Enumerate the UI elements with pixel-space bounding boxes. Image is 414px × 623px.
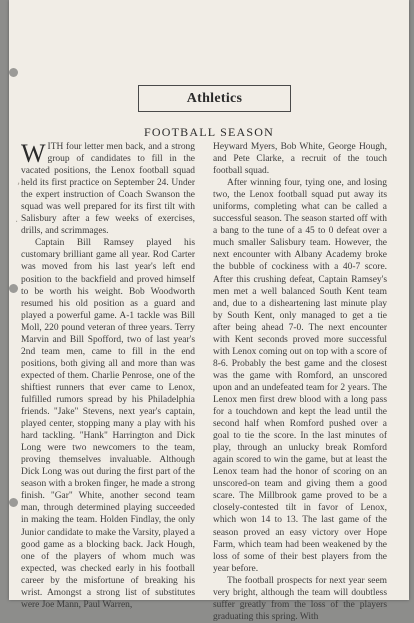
paragraph: After winning four, tying one, and losing two, the Lenox football squad put away its uniforms, completing what can be called a successful season. The season started off with a bang to the tune of a 45 to 0 defeat over a much smaller Salisbury team. However, the next encounter with Albany Academy broke the bubble of cockiness with a 40-7 score. After this crushing defeat, Captain Ramsey's men met a well balanced South Kent team and, due to a disheartening last minute play by South Kent, only managed to get a tie after being ahead 7-0. The next encounter with Kent seconds proved more successful with Lenox coming out on top with a score of 8-6. Probably the best game and the closest was the game with Romford, an unscored upon and an undefeated team for 2 years. The Lenox men first drew blood with a long pass for a touchdown and kept the lead until the second half when Romford pushed over a goal to tie the score. In the last minutes of play, through an unlucky break Romford again scored to win the game, but at least the Lenox team had the honor of scoring on an unscored-on team and giving them a good scare. The Millbrook game proved to be a closely-contested tilt in favor of Lenox, which won 14 to 13. The last game of the season proved an easy victory over Hope Farm, which team had been weakened by the loss of some of their best players from the year before. bbox=[213, 178, 387, 574]
paragraph: The football prospects for next year seem very bright, although the team will doubtless suffer greatly from the loss of the players graduating this spring. With bbox=[213, 575, 387, 622]
binding-hole bbox=[9, 68, 18, 77]
article-column-right bbox=[213, 141, 387, 623]
article-title: FOOTBALL SEASON bbox=[144, 125, 274, 139]
binding-hole bbox=[9, 284, 18, 293]
paragraph: Heyward Myers, Bob White, George Hough, and Pete Clarke, a recruit of the touch football squad. bbox=[213, 142, 387, 177]
article-column-left bbox=[21, 141, 195, 611]
section-header-box bbox=[138, 85, 291, 112]
margin-mark: , bbox=[17, 176, 21, 187]
paragraph: Captain Bill Ramsey played his customary brilliant game all year. Rod Carter was moved from his last year's left end position to the backfield and proved himself to be worth his weight. Bob Woodworth resumed his old position as a guard and played a powerful game. A-1 tackle was Bill Moll, 220 pound veteran of three years. Terry Marvin and Bill Spofford, two of last year's 2nd team men, came to fill in the end positions, both giving all and more than was expected of them. Charlie Penrose, one of the shiftiest runners that ever came to Lenox, fulfilled rumors spread by his Philadelphia friends. "Jake" Stevens, next year's captain, played center, stopping many a play with his hard tackling. "Hank" Harrington and Dick Long were two newcomers to the team, proving themselves invaluable. Although Dick Long was out during the first part of the season with a broken finger, he made a strong finish. "Gar" White, another second team man, through determined playing succeeded in making the team. Holden Findlay, the only Junior candidate to make the Varsity, played a good game as a blocking back. Jack Hough, one of the players of whom much was expected, was checked early in his football career by the misfortune of breaking his wrist. Amongst a strong list of substitutes were Joe Mann, Paul Warren, bbox=[21, 238, 195, 610]
paragraph bbox=[21, 141, 195, 237]
margin-mark: . bbox=[15, 214, 19, 225]
paragraph-text: ITH four letter men back, and a strong group of candidates to fill in the vacated positions, the Lenox football squad held its first practice on September 24. Under the expert instruction of Coach Swanson the squad was well prepared for its first tilt with Salisbury after a few weeks of exercises, drills, and scrimmages. bbox=[21, 142, 195, 237]
binding-hole bbox=[9, 498, 18, 507]
page bbox=[9, 0, 409, 622]
section-header-title: Athletics bbox=[186, 90, 243, 106]
drop-cap: W bbox=[21, 139, 46, 168]
